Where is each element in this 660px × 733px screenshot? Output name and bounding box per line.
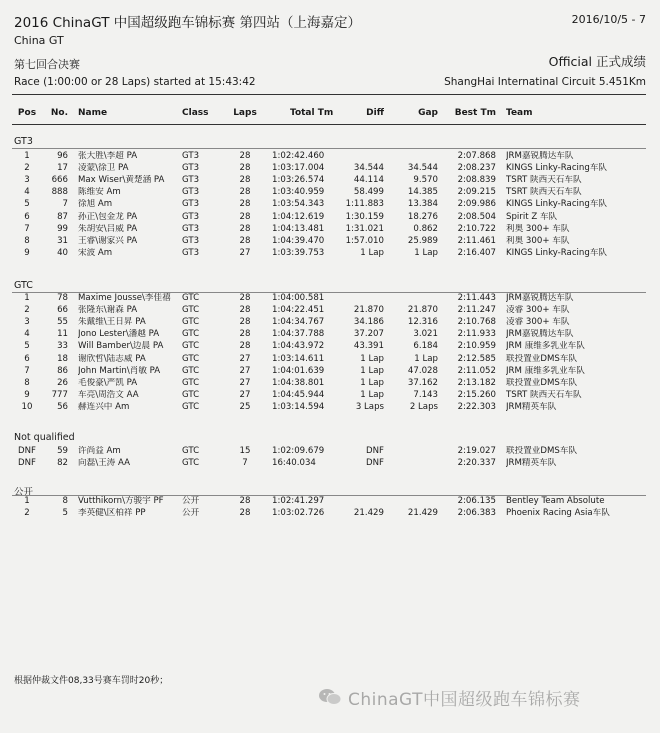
- cell-name: 赫连兴中 Am: [78, 401, 130, 412]
- cell-team: 联投置业DMS车队: [506, 353, 578, 364]
- table-row: [0, 175, 660, 185]
- cell-diff: 3 Laps: [355, 401, 384, 412]
- cell-total: 1:04:22.451: [272, 305, 325, 316]
- col-no: No.: [50, 108, 68, 118]
- cell-cls: GTC: [182, 293, 200, 303]
- circuit-info: ShangHai Internatinal Circuit 5.451Km: [444, 76, 646, 88]
- cell-gap: 1 Lap: [414, 353, 438, 364]
- cell-cls: GT3: [182, 199, 200, 210]
- cell-name: 李英健\区柏祥 PP: [78, 508, 146, 519]
- cell-no: 55: [57, 317, 68, 328]
- cell-name: 朱胡安\吕威 PA: [78, 223, 138, 234]
- cell-total: 1:04:13.481: [272, 223, 325, 234]
- cell-no: 26: [57, 377, 68, 388]
- cell-cls: GTC: [182, 329, 200, 340]
- cell-cls: GTC: [182, 317, 200, 328]
- cell-cls: GTC: [182, 341, 200, 352]
- cell-laps: 28: [239, 235, 251, 246]
- section-open: 公开: [14, 487, 34, 498]
- cell-best: 2:11.933: [457, 329, 496, 340]
- table-row: [0, 341, 660, 351]
- cell-pos: 5: [24, 199, 30, 210]
- cell-name: John Martin\肖敏 PA: [78, 365, 161, 376]
- cell-total: 1:04:38.801: [272, 377, 325, 388]
- cell-team: TSRT 陕西天石车队: [506, 175, 582, 186]
- cell-best: 2:19.027: [457, 446, 496, 456]
- cell-cls: GTC: [182, 365, 200, 376]
- cell-name: 宋波 Am: [78, 247, 113, 258]
- cell-gap: 21.429: [407, 508, 438, 519]
- cell-diff: 21.429: [353, 508, 384, 519]
- cell-no: 31: [57, 235, 68, 246]
- table-row: [0, 317, 660, 327]
- cell-pos: 3: [24, 175, 30, 186]
- cell-gap: 18.276: [407, 211, 438, 222]
- cell-best: 2:15.260: [457, 389, 496, 400]
- wechat-icon: [318, 688, 342, 706]
- table-row: [0, 496, 660, 506]
- cell-gap: 6.184: [413, 341, 438, 352]
- cell-cls: GT3: [182, 175, 200, 186]
- cell-no: 78: [57, 293, 68, 303]
- cell-cls: GT3: [182, 211, 200, 222]
- cell-total: 1:04:00.581: [272, 293, 325, 303]
- cell-pos: 6: [24, 211, 30, 222]
- table-row: [0, 329, 660, 339]
- footnote: 根据仲裁文件08,33号赛车罚时20秒；: [14, 676, 169, 686]
- cell-name: 孙正\包金龙 PA: [78, 211, 138, 222]
- col-team: Team: [506, 108, 533, 118]
- cell-name: 张大胜\李超 PA: [78, 151, 138, 161]
- table-row: [0, 293, 660, 303]
- cell-laps: 28: [239, 199, 251, 210]
- cell-name: Will Bamber\边晨 PA: [78, 341, 164, 352]
- cell-pos: 1: [24, 293, 30, 303]
- table-row: [0, 446, 660, 456]
- table-row: [0, 163, 660, 173]
- cell-total: 1:03:02.726: [272, 508, 325, 519]
- cell-team: KINGS Linky-Racing车队: [506, 163, 608, 174]
- cell-gap: 47.028: [407, 365, 438, 376]
- cell-total: 1:04:39.470: [272, 235, 325, 246]
- col-class: Class: [182, 108, 209, 118]
- table-row: [0, 458, 660, 468]
- cell-pos: 5: [24, 341, 30, 352]
- cell-no: 17: [57, 163, 68, 174]
- cell-pos: DNF: [18, 458, 36, 469]
- cell-diff: 1:11.883: [345, 199, 384, 210]
- cell-name: 车亮\周浩文 AA: [78, 389, 139, 400]
- cell-cls: GTC: [182, 401, 200, 412]
- cell-name: Jono Lester\潘越 PA: [78, 329, 160, 340]
- cell-best: 2:20.337: [457, 458, 496, 469]
- cell-gap: 9.570: [413, 175, 438, 186]
- cell-diff: 1:57.010: [345, 235, 384, 246]
- cell-name: 向磊\王涛 AA: [78, 458, 130, 469]
- cell-cls: GT3: [182, 151, 200, 161]
- cell-name: Maxime Jousse\李佳禧: [78, 293, 171, 303]
- cell-laps: 27: [239, 389, 251, 400]
- cell-no: 7: [62, 199, 68, 210]
- cell-pos: 2: [24, 163, 30, 174]
- cell-name: 王睿\谢家兴 PA: [78, 235, 138, 246]
- cell-laps: 7: [242, 458, 248, 469]
- cell-no: 99: [57, 223, 68, 234]
- cell-laps: 25: [239, 401, 251, 412]
- cell-team: KINGS Linky-Racing车队: [506, 247, 608, 258]
- cell-no: 888: [51, 187, 68, 198]
- cell-best: 2:11.052: [457, 365, 496, 376]
- cell-best: 2:11.247: [457, 305, 496, 316]
- cell-total: 1:04:01.639: [272, 365, 325, 376]
- cell-team: JRM嘉锐腾达车队: [506, 151, 574, 161]
- cell-diff: 21.870: [353, 305, 384, 316]
- cell-gap: 14.385: [407, 187, 438, 198]
- table-row: [0, 236, 660, 246]
- cell-best: 2:06.135: [457, 496, 496, 506]
- cell-pos: 9: [24, 247, 30, 258]
- cell-no: 18: [57, 353, 68, 364]
- watermark-text: ChinaGT中国超级跑车锦标赛: [348, 689, 581, 710]
- cell-team: TSRT 陕西天石车队: [506, 389, 582, 400]
- cell-laps: 27: [239, 247, 251, 258]
- table-row: [0, 390, 660, 400]
- cell-team: 联投置业DMS车队: [506, 446, 578, 456]
- col-total: Total Tm: [290, 108, 334, 118]
- cell-team: Phoenix Racing Asia车队: [506, 508, 610, 519]
- cell-best: 2:10.959: [457, 341, 496, 352]
- cell-team: 联投置业DMS车队: [506, 377, 578, 388]
- cell-pos: 8: [24, 235, 30, 246]
- cell-gap: 7.143: [413, 389, 438, 400]
- cell-best: 2:07.868: [457, 151, 496, 161]
- cell-pos: 2: [24, 305, 30, 316]
- col-name: Name: [78, 108, 108, 118]
- col-gap: Gap: [418, 108, 438, 118]
- cell-laps: 28: [239, 163, 251, 174]
- cell-pos: 1: [24, 151, 30, 161]
- table-row: [0, 305, 660, 315]
- col-pos: Pos: [17, 108, 37, 118]
- cell-name: 凌蒙\徐卫 PA: [78, 163, 129, 174]
- header-divider: [12, 94, 646, 95]
- page-title: 2016 ChinaGT 中国超级跑车锦标赛 第四站（上海嘉定）: [14, 15, 362, 31]
- cell-cls: 公开: [182, 508, 200, 519]
- cell-team: TSRT 陕西天石车队: [506, 187, 582, 198]
- table-row: [0, 224, 660, 234]
- cell-gap: 37.162: [407, 377, 438, 388]
- cell-pos: 1: [24, 496, 30, 506]
- cell-team: JRM 康维多乳业车队: [506, 365, 585, 376]
- cell-no: 66: [57, 305, 68, 316]
- col-laps: Laps: [233, 108, 257, 118]
- cell-diff: 58.499: [353, 187, 384, 198]
- cell-team: 凌睿 300+ 车队: [506, 317, 570, 328]
- cell-name: 张隆东\谢森 PA: [78, 305, 138, 316]
- cell-total: 16:40.034: [272, 458, 316, 469]
- cell-pos: 8: [24, 377, 30, 388]
- cell-no: 11: [57, 329, 68, 340]
- cell-no: 33: [57, 341, 68, 352]
- cell-total: 1:04:37.788: [272, 329, 325, 340]
- cell-best: 2:11.443: [457, 293, 496, 303]
- cell-total: 1:03:14.611: [272, 353, 325, 364]
- cell-gap: 21.870: [407, 305, 438, 316]
- cell-no: 96: [57, 151, 68, 161]
- cell-cls: GTC: [182, 389, 200, 400]
- cell-team: 凌睿 300+ 车队: [506, 305, 570, 316]
- cell-gap: 3.021: [413, 329, 438, 340]
- cell-laps: 28: [239, 211, 251, 222]
- cell-best: 2:10.722: [457, 223, 496, 234]
- cell-team: JRM嘉锐腾达车队: [506, 329, 574, 340]
- event-date: 2016/10/5 - 7: [571, 13, 646, 26]
- cell-diff: 34.544: [353, 163, 384, 174]
- cell-gap: 0.862: [413, 223, 438, 234]
- table-row: [0, 212, 660, 222]
- cell-best: 2:08.504: [457, 211, 496, 222]
- cell-diff: 1:31.021: [345, 223, 384, 234]
- cell-total: 1:03:14.594: [272, 401, 325, 412]
- cell-gap: 34.544: [407, 163, 438, 174]
- cell-team: Spirit Z 车队: [506, 211, 558, 222]
- cell-total: 1:04:45.944: [272, 389, 325, 400]
- cell-best: 2:09.215: [457, 187, 496, 198]
- cell-best: 2:09.986: [457, 199, 496, 210]
- cell-name: 陈维安 Am: [78, 187, 121, 198]
- table-row: [0, 151, 660, 161]
- section-not-qualified: Not qualified: [14, 432, 75, 443]
- cell-laps: 28: [239, 223, 251, 234]
- cell-laps: 27: [239, 377, 251, 388]
- cell-pos: 7: [24, 223, 30, 234]
- cell-pos: DNF: [18, 446, 36, 456]
- cell-total: 1:03:54.343: [272, 199, 325, 210]
- cell-best: 2:22.303: [457, 401, 496, 412]
- cell-cls: GTC: [182, 377, 200, 388]
- cell-diff: 43.391: [353, 341, 384, 352]
- cell-name: Vutthikorn\方骏宇 PF: [78, 496, 164, 506]
- cell-cls: GT3: [182, 235, 200, 246]
- table-row: [0, 199, 660, 209]
- cell-no: 82: [57, 458, 68, 469]
- cell-diff: 1:30.159: [345, 211, 384, 222]
- cell-name: Max Wiser\黄楚涵 PA: [78, 175, 165, 186]
- cell-pos: 2: [24, 508, 30, 519]
- cell-best: 2:06.383: [457, 508, 496, 519]
- section-rule: [12, 148, 646, 149]
- cell-team: JRM精英车队: [506, 458, 557, 469]
- watermark: [318, 684, 581, 710]
- cell-diff: 37.207: [353, 329, 384, 340]
- section-gt3: GT3: [14, 136, 33, 147]
- cell-pos: 9: [24, 389, 30, 400]
- cell-total: 1:03:39.753: [272, 247, 325, 258]
- cell-best: 2:16.407: [457, 247, 496, 258]
- table-row: [0, 354, 660, 364]
- cell-best: 2:11.461: [457, 235, 496, 246]
- cell-name: 许尚益 Am: [78, 446, 121, 456]
- cell-total: 1:04:12.619: [272, 211, 325, 222]
- cell-total: 1:03:40.959: [272, 187, 325, 198]
- cell-diff: 1 Lap: [360, 377, 384, 388]
- cell-diff: 1 Lap: [360, 389, 384, 400]
- cell-cls: 公开: [182, 496, 200, 506]
- cell-laps: 28: [239, 508, 251, 519]
- cell-best: 2:10.768: [457, 317, 496, 328]
- series-name: China GT: [14, 34, 64, 47]
- cell-diff: 1 Lap: [360, 353, 384, 364]
- section-gtc: GTC: [14, 280, 33, 291]
- cell-gap: 12.316: [407, 317, 438, 328]
- cell-total: 1:02:09.679: [272, 446, 325, 456]
- cell-pos: 6: [24, 353, 30, 364]
- cell-laps: 28: [239, 341, 251, 352]
- cell-team: 利奥 300+ 车队: [506, 223, 570, 234]
- cell-pos: 3: [24, 317, 30, 328]
- cell-gap: 13.384: [407, 199, 438, 210]
- cell-diff: 1 Lap: [360, 365, 384, 376]
- cell-no: 777: [51, 389, 68, 400]
- cell-no: 87: [57, 211, 68, 222]
- table-row: [0, 378, 660, 388]
- cell-diff: DNF: [366, 458, 384, 469]
- cell-cls: GT3: [182, 247, 200, 258]
- table-row: [0, 402, 660, 412]
- cell-laps: 27: [239, 365, 251, 376]
- cell-no: 40: [57, 247, 68, 258]
- cell-cls: GT3: [182, 223, 200, 234]
- cell-team: 利奥 300+ 车队: [506, 235, 570, 246]
- cell-no: 59: [57, 446, 68, 456]
- column-header-row: [0, 108, 660, 122]
- col-diff: Diff: [366, 108, 384, 118]
- cell-no: 666: [51, 175, 68, 186]
- round-name: 第七回合决赛: [14, 58, 80, 71]
- cell-cls: GTC: [182, 446, 200, 456]
- cell-name: 朱戴维\王日昇 PA: [78, 317, 146, 328]
- cell-best: 2:08.839: [457, 175, 496, 186]
- cell-name: 谢欣哲\陆志威 PA: [78, 353, 146, 364]
- cell-laps: 28: [239, 175, 251, 186]
- cell-name: 毛俊豪\严凯 PA: [78, 377, 138, 388]
- cell-laps: 28: [239, 293, 251, 303]
- cell-gap: 1 Lap: [414, 247, 438, 258]
- cell-best: 2:12.585: [457, 353, 496, 364]
- cell-diff: 44.114: [353, 175, 384, 186]
- cell-diff: 34.186: [353, 317, 384, 328]
- cell-total: 1:03:26.574: [272, 175, 325, 186]
- table-row: [0, 248, 660, 258]
- cell-team: Bentley Team Absolute: [506, 496, 605, 506]
- cell-no: 5: [62, 508, 68, 519]
- col-best: Best Tm: [454, 108, 496, 118]
- cell-cls: GT3: [182, 187, 200, 198]
- cell-cls: GTC: [182, 305, 200, 316]
- cell-no: 8: [62, 496, 68, 506]
- cell-total: 1:04:43.972: [272, 341, 325, 352]
- cell-best: 2:13.182: [457, 377, 496, 388]
- cell-name: 徐旭 Am: [78, 199, 113, 210]
- cell-gap: 25.989: [407, 235, 438, 246]
- cell-pos: 10: [21, 401, 33, 412]
- cell-team: JRM 康维多乳业车队: [506, 341, 585, 352]
- cell-best: 2:08.237: [457, 163, 496, 174]
- cell-pos: 4: [24, 329, 30, 340]
- cell-laps: 28: [239, 317, 251, 328]
- cell-cls: GTC: [182, 458, 200, 469]
- column-divider: [12, 124, 646, 125]
- cell-laps: 28: [239, 151, 251, 161]
- official-label: Official 正式成绩: [548, 54, 646, 69]
- table-row: [0, 366, 660, 376]
- cell-team: JRM精英车队: [506, 401, 557, 412]
- cell-team: JRM嘉锐腾达车队: [506, 293, 574, 303]
- cell-team: KINGS Linky-Racing车队: [506, 199, 608, 210]
- cell-cls: GT3: [182, 163, 200, 174]
- cell-laps: 15: [239, 446, 251, 456]
- cell-pos: 4: [24, 187, 30, 198]
- cell-pos: 7: [24, 365, 30, 376]
- cell-total: 1:02:41.297: [272, 496, 325, 506]
- cell-laps: 28: [239, 496, 251, 506]
- cell-diff: 1 Lap: [360, 247, 384, 258]
- table-row: [0, 508, 660, 518]
- cell-no: 56: [57, 401, 68, 412]
- cell-total: 1:02:42.460: [272, 151, 325, 161]
- cell-laps: 27: [239, 353, 251, 364]
- cell-total: 1:04:34.767: [272, 317, 325, 328]
- cell-laps: 28: [239, 187, 251, 198]
- table-row: [0, 187, 660, 197]
- cell-diff: DNF: [366, 446, 384, 456]
- cell-laps: 28: [239, 329, 251, 340]
- cell-no: 86: [57, 365, 68, 376]
- cell-cls: GTC: [182, 353, 200, 364]
- cell-laps: 28: [239, 305, 251, 316]
- cell-gap: 2 Laps: [409, 401, 438, 412]
- cell-total: 1:03:17.004: [272, 163, 325, 174]
- race-info: Race (1:00:00 or 28 Laps) started at 15:43:42: [14, 76, 256, 88]
